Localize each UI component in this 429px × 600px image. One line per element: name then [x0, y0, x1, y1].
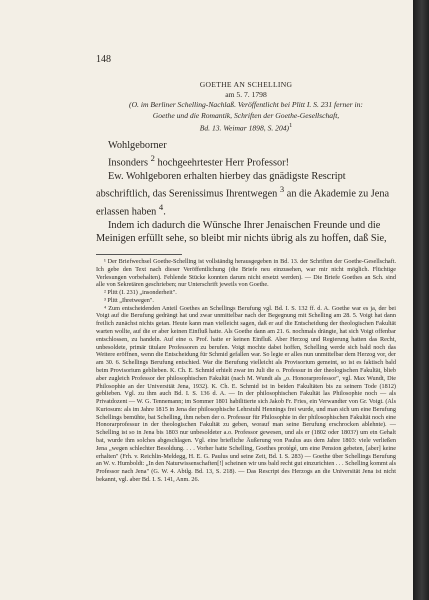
source-line-2: Goethe und die Romantik, Schriften der Goethe-Gesellschaft, — [152, 110, 340, 120]
source-line-3-text: Bd. 13. Weimar 1898, S. 204) — [199, 123, 290, 133]
footnote-ref-4: 4 — [158, 202, 164, 213]
footnote-ref-3: 3 — [279, 184, 285, 195]
page-number: 148 — [96, 54, 111, 65]
paragraph-1-text-c: . — [163, 206, 166, 218]
source-line-1: (O. im Berliner Schelling-Nachlaß. Veröffentlicht bei Plitt I. S. 231 ferner in: — [129, 100, 363, 110]
greeting-text-a: Insonders — [108, 157, 151, 169]
source-line-3 — [96, 121, 396, 134]
greeting-line-1: Wohlgeborner — [108, 140, 167, 151]
letter-paragraph-1 — [96, 170, 396, 219]
footnotes — [96, 258, 396, 484]
footnote-1: ¹ Der Briefwechsel Goethe-Schelling ist vollständig herausgegeben in Bd. 13. der Schriften der Goethe-Gesellschaft. Ich gebe den Text nach dieser Veröffentlichung (die Briefe neu einzusehen, war mir nicht möglich. Flüchtige Verlesungen vorbehalten). Fehlende Stücke konnten darum nicht ersetzt werden). — Die Briefe Goethes an Sch. sind alle von Sekretären geschrieben; nur Unterschrift jeweils von Goethe. — [96, 258, 396, 289]
letter-title: GOETHE AN SCHELLING — [199, 80, 293, 89]
page-edge — [413, 0, 429, 600]
letter-paragraph-2: Indem ich dadurch die Wünsche Ihrer Jenaischen Freunde und die Meinigen erfüllt sehe, so bleibt mir nichts übrig als zu hoffen, daß Sie, — [96, 219, 387, 245]
footnote-4: ⁴ Zum entscheidenden Anteil Goethes an Schellings Berufung vgl. Bd. I. S. 132 ff. d. A. Goethe war es ja, der bei Voigt auf die Berufung gedrängt hat und zwar unmittelbar nach der Begegnung mit Schelling am 28. 5. Voigt hat dann freilich zunächst nichts getan. Heute kann man vielleicht sagen, daß er auf die Entscheidung der theologischen Fakultät warten wollte, auf die er aber keinen Einfluß hatte. Als Goethe dann am 21. 6. nochmals drängte, hat sich Voigt offenbar entschlossen, zu handeln. Auf eine o. Prof. hatte er keinen Einfluß. Aber Herzog und Regierung hatten das Recht, unbesoldete, primär titulare Professoren zu berufen. Voigt mochte dabei hoffen, Schelling werde sich bald noch das Weitere eröffnen, wenn die Entscheidung für Schmid gefallen war. So legte er alles nun unmittelbar dem Herzog vor, der am 30. 6. Schellings Berufung entschied. War die Berufung vielleicht als Provisorium gemeint, so ist es faktisch bald beim Provisorium geblieben. K. Ch. E. Schmid erhielt zwar im Juli die o. Professur in der theologischen Fakultät, blieb aber zugleich Professor der philosophischen Fakultät (nach M. Wundt als „o. Honorarprofessor", vgl. Max Wundt, Die Philosophie an der Universität Jena, 1932). K. Ch. E. Schmid ist in beiden Fakultäten bis zu seinem Tode (1812) geblieben. Vgl. zu ihm auch Bd. I. S. 136 d. A. — In der philosophischen Fakultät las Philosophie noch — als Privatdozent — W. G. Tennemann; im Sommer 1801 habilitierte sich Jakob Fr. Fries, ein Verwandter von Gr. Voigt. (Als Kuriosum: als im Jahre 1815 in Jena der philosophische Lehrstuhl Hennings frei wurde, und man sich um eine Berufung Schellings bemühte, bat Schelling, ihm neben der o. Professur für Philosophie in der philosophischen Fakultät noch eine Honorarprofessur in der theologischen Fakultät zu geben, worauf man seine Berufung erschrocken ablehnte). — Schelling ist so in Jena bis 1803 nur unbesoldeter a.o. Professor gewesen, und als er (1802 oder 1803?) um ein Gehalt bat, wurde ihm solches abgeschlagen. Vgl. eine briefliche Äußerung von Paulus aus dem Jahre 1803: viele verließen Jena „wegen schlechter Besoldung. . . . Vorher hatte Schelling, Goethes protégé, um eine Pension gebeten, [aber] keine erhalten" (Frh. v. Reichlin-Meldegg, H. E. G. Paulus und seine Zeit, Bd. I. S. 283) — Goethe über Schellings Berufung an W. v. Humboldt: „In den Naturwissenschaften[!] scheinen wir uns bald recht gut einzurichten . . . Schelling kommt als Professor nach Jena" (G. W. 4. Abtlg. Bd. 13, S. 218). — Das Rescript des Herzogs an die Universität Jena ist nicht bekannt, vgl. aber Bd. I. S. 141, Anm. 26. — [96, 304, 396, 483]
paragraph-1-text-b: an die Akademie zu Jena erlassen haben — [96, 188, 390, 218]
footnote-3: ³ Plitt „Ihretwegen". — [104, 296, 154, 304]
greeting-text-b: hochgeehrtester Herr Professor! — [154, 157, 290, 169]
letter-body — [96, 139, 396, 245]
footnote-ref-2: 2 — [150, 153, 155, 164]
greeting-line-2 — [96, 152, 396, 170]
footnote-ref-1: 1 — [289, 121, 293, 129]
footnote-divider — [96, 254, 182, 255]
paragraph-1-text-a: Ew. Wohlgeboren erhalten hierbey das gnädigste Rescript abschriftlich, das Serenissimus Ihrentwegen — [96, 171, 346, 200]
letter-header — [96, 80, 396, 134]
footnote-2: ² Plitt (I. 231) „insonderheit". — [104, 289, 177, 297]
letter-date: am 5. 7. 1798 — [225, 90, 267, 100]
